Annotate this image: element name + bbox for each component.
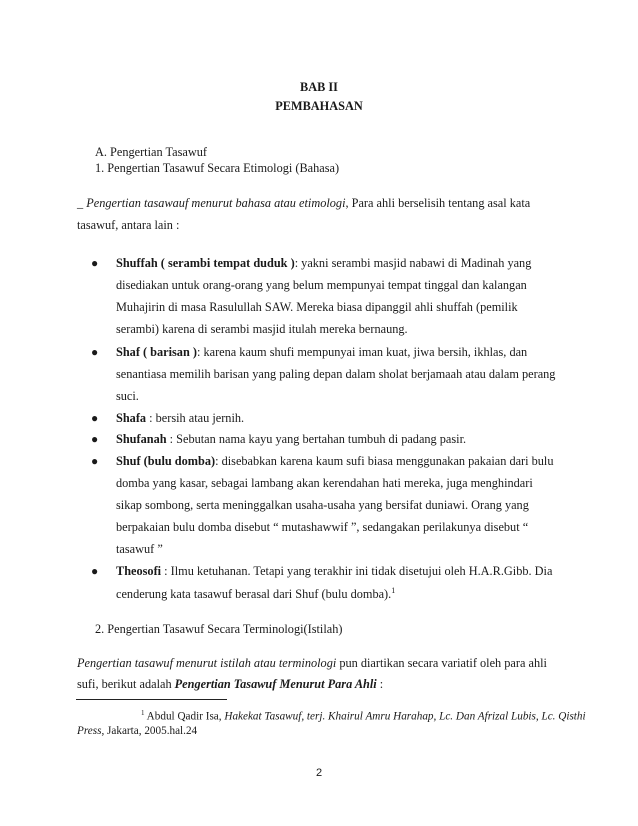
bullet-text: : bersih atau jernih. — [146, 411, 245, 425]
bullet-theosofi — [116, 564, 552, 579]
closing-end: : — [376, 677, 384, 691]
closing-line2 — [77, 677, 383, 692]
bullet-text: : Sebutan nama kayu yang bertahan tumbuh di padang pasir. — [166, 432, 467, 446]
page-number: 2 — [315, 767, 323, 779]
bullet-text: serambi) karena di serambi masjid itulah mereka bernaung. — [116, 322, 408, 336]
footnote-title: Hakekat Tasawuf, terj. Khairul Amru Harahap, Lc. Dan Afrizal Lubis, Lc. Qisthi — [224, 710, 586, 723]
bullet-dot: ● — [91, 345, 99, 359]
bullet-text-last — [116, 586, 395, 602]
chapter-number: BAB II — [300, 80, 338, 94]
intro-paragraph-line2: tasawuf, antara lain : — [77, 218, 180, 232]
intro-rest: , Para ahli berselisih tentang asal kata — [345, 196, 531, 210]
footnote-publisher: Press — [77, 725, 102, 737]
footnote-line1 — [141, 709, 586, 723]
bullet-shaf — [116, 345, 527, 360]
intro-italic: Pengertian tasawauf menurut bahasa atau etimologi — [86, 196, 346, 210]
bullet-text: : karena kaum shufi mempunyai iman kuat, jiwa bersih, ikhlas, dan — [196, 345, 528, 359]
bullet-dot: ● — [91, 411, 99, 425]
footnote-line2 — [77, 725, 197, 737]
footnote-separator — [76, 699, 227, 700]
footnote-author: Abdul Qadir Isa, — [144, 710, 225, 723]
bullet-dot: ● — [91, 432, 99, 446]
footnote-place-year: , Jakarta, 2005.hal.24 — [101, 725, 198, 737]
bullet-text: sikap sombong, serta meninggalkan usaha-usaha yang bersifat duniawi. Orang yang — [116, 498, 529, 512]
section-a-heading: A. Pengertian Tasawuf — [95, 145, 207, 159]
bullet-text: : disebabkan karena kaum sufi biasa menggunakan pakaian dari bulu — [215, 454, 554, 468]
term-shuffah: Shuffah ( serambi tempat duduk ) — [116, 256, 295, 270]
term-shuf: Shuf (bulu domba) — [116, 454, 216, 468]
term-shafa: Shafa — [116, 411, 147, 425]
term-shufanah: Shufanah — [116, 432, 167, 446]
bullet-shufanah — [116, 432, 466, 447]
bullet-dot: ● — [91, 454, 99, 468]
closing-italic: Pengertian tasawuf menurut istilah atau terminologi — [77, 656, 337, 670]
bullet-text: domba yang kasar, sebagai lambang akan kerendahan hati mereka, juga menghindari — [116, 476, 533, 490]
bullet-text: cenderung kata tasawuf berasal dari Shuf (bulu domba). — [116, 587, 392, 602]
closing-bold-italic: Pengertian Tasawuf Menurut Para Ahli — [174, 677, 377, 691]
intro-dash: _ — [77, 196, 84, 210]
closing-line1 — [77, 656, 547, 671]
bullet-text: senantiasa memilih barisan yang paling depan dalam sholat berjamaah atau dalam perang — [116, 367, 556, 381]
chapter-title: PEMBAHASAN — [275, 99, 363, 113]
term-shaf: Shaf ( barisan ) — [116, 345, 197, 359]
term-theosofi: Theosofi — [116, 564, 162, 578]
bullet-shuffah — [116, 256, 531, 271]
section-1-heading: 1. Pengertian Tasawuf Secara Etimologi (Bahasa) — [95, 161, 340, 175]
bullet-dot: ● — [91, 256, 99, 270]
bullet-text: tasawuf ” — [116, 542, 163, 556]
bullet-text: Muhajirin di masa Rasulullah SAW. Mereka biasa dipanggil ahli shuffah (pemilik — [116, 300, 518, 314]
closing-rest: pun diartikan secara variatif oleh para ahli — [336, 656, 547, 670]
bullet-text: suci. — [116, 389, 139, 403]
section-2-heading: 2. Pengertian Tasawuf Secara Terminologi(Istilah) — [95, 622, 343, 636]
bullet-text: : yakni serambi masjid nabawi di Madinah yang — [294, 256, 532, 270]
bullet-text: disediakan untuk orang-orang yang belum mempunyai tempat tinggal dan kalangan — [116, 278, 527, 292]
closing-plain: sufi, berikut adalah — [77, 677, 175, 691]
footnote-number: 1 — [141, 709, 145, 717]
bullet-shuf — [116, 454, 554, 469]
bullet-dot: ● — [91, 564, 99, 578]
intro-paragraph-line1 — [77, 196, 530, 211]
bullet-text: berpakaian bulu domba disebut “ mutashawwif ”, sedangakan perilakunya disebut “ — [116, 520, 529, 534]
bullet-shafa — [116, 411, 244, 426]
bullet-text: : Ilmu ketuhanan. Tetapi yang terakhir ini tidak disetujui oleh H.A.R.Gibb. Dia — [161, 564, 553, 578]
footnote-ref[interactable]: 1 — [391, 586, 396, 595]
